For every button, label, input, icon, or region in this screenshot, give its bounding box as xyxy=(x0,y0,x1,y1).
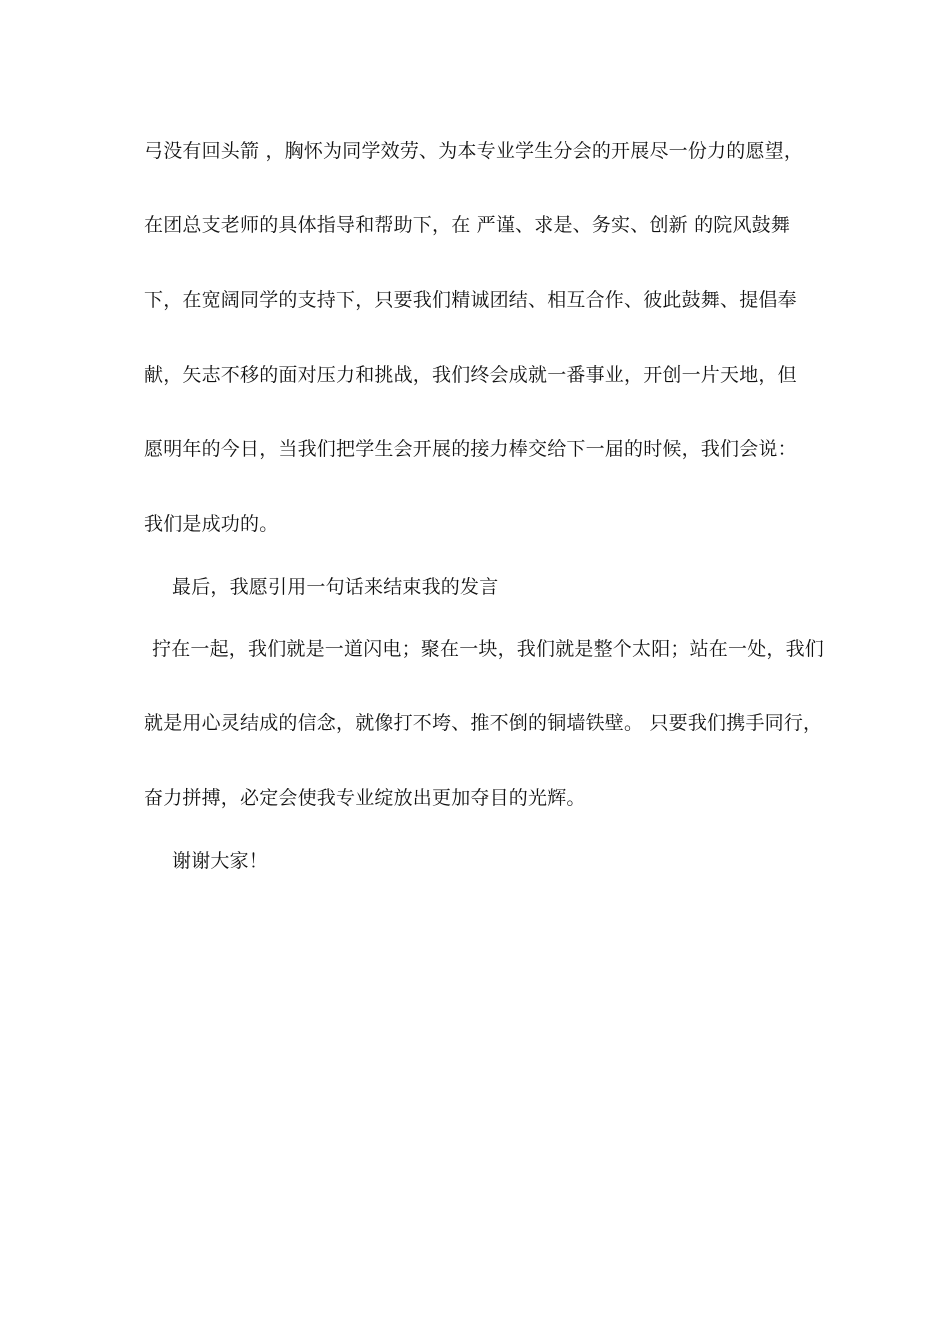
closing-line: 谢谢大家！ xyxy=(172,850,269,872)
paragraph-line: 最后，我愿引用一句话来结束我的发言 xyxy=(172,576,499,598)
paragraph-line: 弓没有回头箭 ，胸怀为同学效劳、为本专业学生分会的开展尽一份力的愿望， xyxy=(144,140,804,162)
paragraph-line: 献，矢志不移的面对压力和挑战，我们终会成就一番事业，开创一片天地，但 xyxy=(144,364,797,386)
paragraph-line: 奋力拼搏，必定会使我专业绽放出更加夺目的光辉。 xyxy=(144,787,586,809)
paragraph-line: 我们是成功的。 xyxy=(144,513,279,535)
paragraph-line: 在团总支老师的具体指导和帮助下，在 严谨、求是、务实、创新 的院风鼓舞 xyxy=(144,214,791,236)
paragraph-line: 愿明年的今日，当我们把学生会开展的接力棒交给下一届的时候，我们会说： xyxy=(144,438,797,460)
paragraph-line: 就是用心灵结成的信念，就像打不垮、推不倒的铜墙铁壁。 只要我们携手同行， xyxy=(144,712,823,734)
paragraph-line: 拧在一起，我们就是一道闪电；聚在一块，我们就是整个太阳；站在一处，我们 xyxy=(152,638,825,660)
paragraph-line: 下，在宽阔同学的支持下，只要我们精诚团结、相互合作、彼此鼓舞、提倡奉 xyxy=(144,289,797,311)
